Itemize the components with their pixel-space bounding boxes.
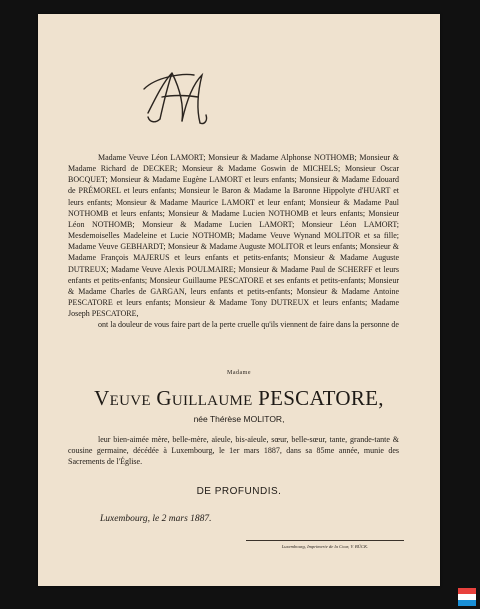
lament-text: leur bien-aimée mère, belle-mère, aïeule, bis-aïeule, sœur, belle-sœur, tante, grande-tante & cousine germaine, décédée à Luxembourg, le 1er mars 1887, dans sa 85me année, munie des Sacrements de l'Église. [68,435,399,467]
deceased-prefix: Madame [227,370,251,376]
deceased-birth-name: née Thérèse MOLITOR, [193,414,285,424]
deceased-name: Veuve Guillaume PESCATORE, [94,386,384,410]
family-names: Madame Veuve Léon LAMORT; Monsieur & Madame Alphonse NOTHOMB; Monsieur & Madame Richard de DECKER; Monsieur & Madame Goswin de MICHELS; Monsieur Oscar BOCQUET; Monsieur & Madame Eugène LAMORT et leurs enfants; Monsieur & Madame Edouard de PRÉMOREL et leurs enfants; Monsieur le Baron & Madame la Baronne Hippolyte d'HUART et leurs enfants; Monsieur & Madame Maurice LAMORT et leur enfant; Monsieur & Madame Paul NOTHOMB et leurs enfants; Monsieur & Madame Lucien NOTHOMB et leurs enfants; Monsieur Léon NOTHOMB; Monsieur & Madame Lucien LAMORT; Monsieur Léon LAMORT; Mesdemoiselles Madeleine et Lucie NOTHOMB; Madame Veuve Wynand MOLITOR et sa fille; Madame Veuve GEBHARDT; Monsieur & Madame Auguste MOLITOR et leurs enfants; Monsieur & Madame François MAJERUS et leurs enfants et petits-enfants; Monsieur & Madame Auguste DUTREUX; Madame Veuve Alexis POULMAIRE; Monsieur & Madame Paul de SCHERFF et leurs enfants et petits-enfants; Monsieur Guillaume PESCATORE et ses enfants et petits-enfants; Monsieur & Madame Charles de GARGAN, leurs enfants et petits-enfants; Monsieur & Madame Antoine PESCATORE et leurs enfants; Monsieur & Madame Tony DUTREUX et leurs enfants; Madame Joseph PESCATORE, [68,153,399,319]
monogram-icon [142,67,210,127]
family-list [68,152,399,331]
announcement-text: ont la douleur de vous faire part de la perte cruelle qu'ils viennent de faire dans la personne de [98,320,399,330]
printer-imprint: Luxembourg, Imprimerie de la Cour, V. BÜCK. [281,544,369,549]
printer-rule [246,540,404,541]
luxembourg-flag-icon [458,588,476,606]
place-date: Luxembourg, le 2 mars 1887. [100,514,212,524]
prayer-heading: DE PROFUNDIS. [196,486,282,497]
